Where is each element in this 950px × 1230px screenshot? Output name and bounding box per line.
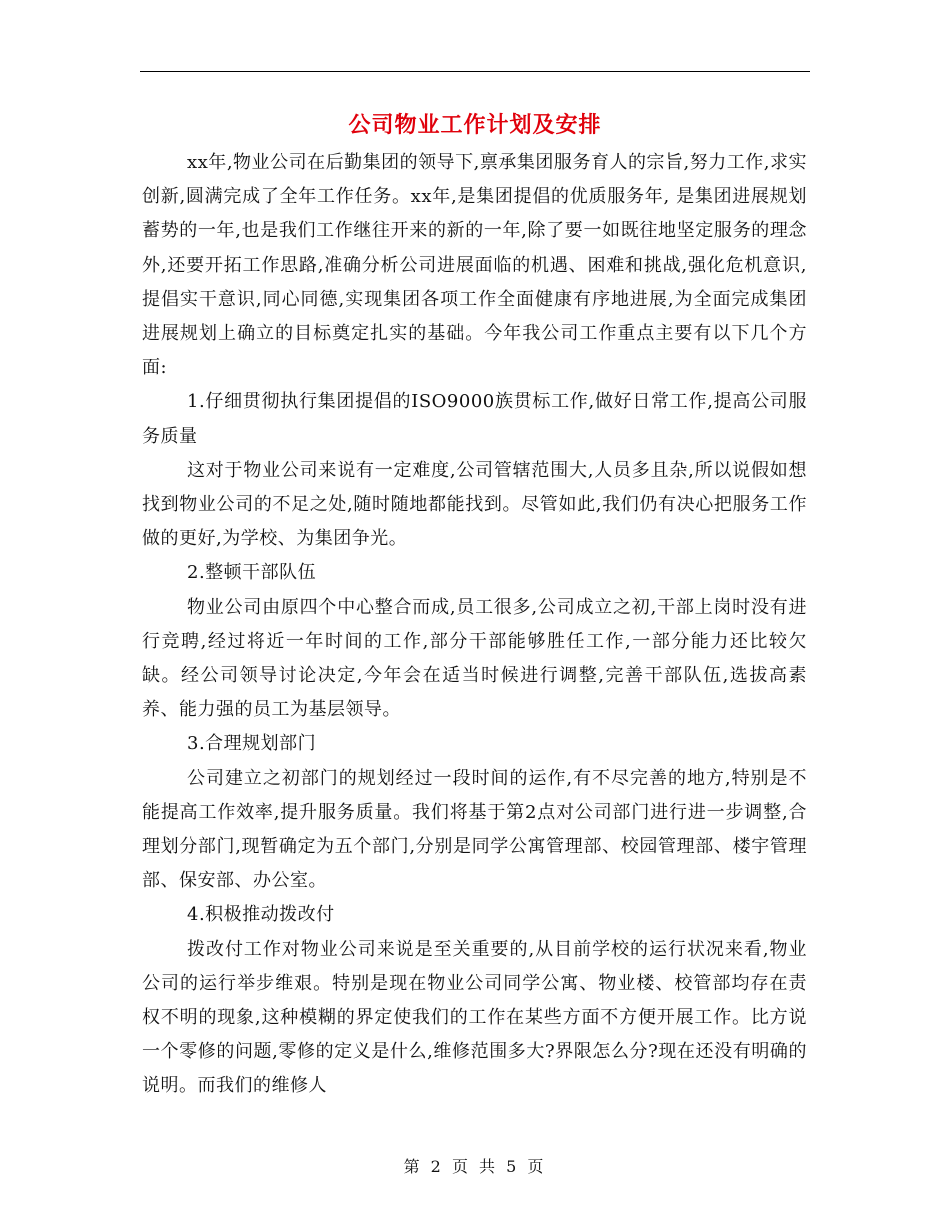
document-title: 公司物业工作计划及安排 [348, 112, 602, 138]
paragraph-intro: xx年,物业公司在后勤集团的领导下,禀承集团服务育人的宗旨,努力工作,求实创新,圆满完成了全年工作任务。xx年,是集团提倡的优质服务年, 是集团进展规划蓄势的一年,也是我们工作继往开来的新的一年,除了要一如既往地坚定服务的理念外,还要开拓工作思路,准确分析公司进展面临的机遇、困难和挑战,强化危机意识,提倡实干意识,同心同德,实现集团各项工作全面健康有序地进展,为全面完成集团进展规划上确立的目标奠定扎实的基础。今年我公司工作重点主要有以下几个方面: [142, 152, 807, 379]
paragraph-section-4: 拨改付工作对物业公司来说是至关重要的,从目前学校的运行状况来看,物业公司的运行举步维艰。特别是现在物业公司同学公寓、物业楼、校管部均存在责权不明的现象,这种模糊的界定使我们的工作在某些方面不方便开展工作。比方说一个零修的问题,零修的定义是什么,维修范围多大?界限怎么分?现在还没有明确的说明。而我们的维修人 [142, 938, 807, 1097]
paragraph-section-1: 这对于物业公司来说有一定难度,公司管辖范围大,人员多且杂,所以说假如想找到物业公司的不足之处,随时随地都能找到。尽管如此,我们仍有决心把服务工作做的更好,为学校、为集团争光。 [142, 459, 807, 550]
section-heading-4: 4.积极推动拨改付 [187, 904, 335, 926]
paragraph-section-2: 物业公司由原四个中心整合而成,员工很多,公司成立之初,干部上岗时没有进行竞聘,经过将近一年时间的工作,部分干部能够胜任工作,一部分能力还比较欠缺。经公司领导讨论决定,今年会在适当时候进行调整,完善干部队伍,选拔高素养、能力强的员工为基层领导。 [142, 596, 807, 721]
section-heading-3: 3.合理规划部门 [187, 733, 317, 755]
paragraph-section-3: 公司建立之初部门的规划经过一段时间的运作,有不尽完善的地方,特别是不能提高工作效率,提升服务质量。我们将基于第2点对公司部门进行进一步调整,合理划分部门,现暂确定为五个部门,分别是同学公寓管理部、校园管理部、楼宇管理部、保安部、办公室。 [142, 767, 807, 892]
section-heading-2: 2.整顿干部队伍 [187, 562, 317, 584]
document-body [142, 146, 807, 1104]
section-heading-1: 1.仔细贯彻执行集团提倡的ISO9000族贯标工作,做好日常工作,提高公司服务质量 [142, 391, 807, 447]
header-rule [140, 71, 810, 72]
page-footer: 第 2 页 共 5 页 [403, 1157, 547, 1176]
